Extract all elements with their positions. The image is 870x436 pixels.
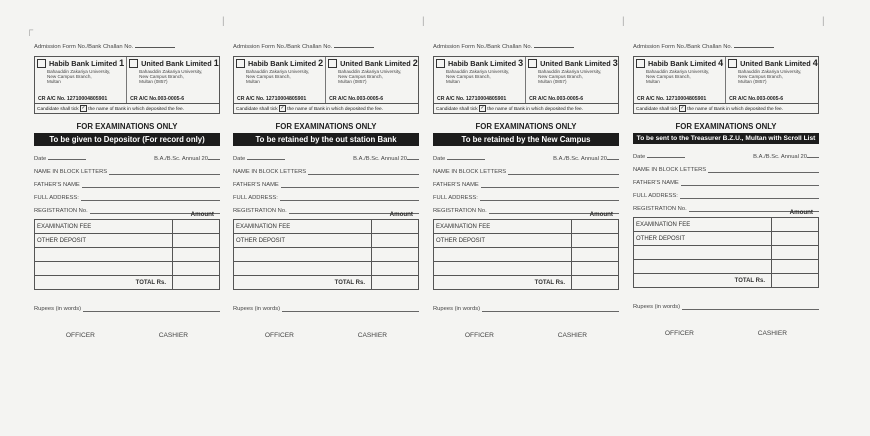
date-row — [633, 154, 819, 160]
table-row — [234, 234, 419, 248]
date-field[interactable] — [247, 159, 285, 160]
total-amount-cell[interactable] — [772, 274, 819, 288]
name-label: NAME IN BLOCK LETTERS — [433, 169, 507, 175]
habib-bank-name: Habib Bank Limited — [49, 58, 118, 68]
fee-table — [433, 219, 619, 290]
blank-cell[interactable] — [772, 260, 819, 274]
copy-number: 3 — [612, 58, 618, 68]
name-field[interactable] — [508, 169, 619, 175]
rupees-label: Rupees (in words) — [633, 304, 681, 310]
checkmark-icon: ✓ — [81, 105, 86, 111]
rupees-in-words-field[interactable] — [482, 306, 619, 312]
habib-bank-account: CR A/C No. 12710004805901 — [637, 96, 707, 102]
other-deposit-label: OTHER DEPOSIT — [234, 234, 372, 248]
registration-label: REGISTRATION No. — [433, 208, 487, 214]
table-row — [634, 274, 819, 288]
copy-number: 4 — [718, 58, 724, 68]
signature-row — [433, 332, 619, 339]
admission-form-label — [433, 44, 619, 50]
blank-cell[interactable] — [35, 248, 173, 262]
session-year-field[interactable] — [607, 159, 619, 160]
habib-bank-option[interactable] — [234, 57, 325, 103]
address-label: FULL ADDRESS: — [233, 195, 278, 201]
copy-number: 1 — [119, 58, 125, 68]
bank-selection-box — [34, 56, 220, 104]
officer-signature-label: OFFICER — [664, 330, 694, 337]
other-deposit-amount-cell[interactable] — [173, 234, 220, 248]
cashier-signature-label: CASHIER — [757, 330, 788, 337]
father-row — [633, 180, 819, 186]
tick-instruction: Candidate shall tick ✓ the name of Bank in which deposited the fee. — [233, 104, 419, 114]
table-row — [234, 262, 419, 276]
exam-fee-amount-cell[interactable] — [372, 220, 419, 234]
blank-cell[interactable] — [634, 246, 772, 260]
rupees-row — [233, 306, 419, 312]
amount-heading: Amount — [389, 211, 413, 218]
other-deposit-amount-cell[interactable] — [572, 234, 619, 248]
total-label: TOTAL Rs. — [234, 276, 372, 290]
total-label: TOTAL Rs. — [35, 276, 173, 290]
amount-heading: Amount — [190, 211, 214, 218]
address-row — [233, 195, 419, 201]
united-bank-name: United Bank Limited — [540, 58, 611, 68]
rupees-in-words-field[interactable] — [83, 306, 220, 312]
habib-bank-account: CR A/C No. 12710004805901 — [237, 96, 307, 102]
united-bank-address: Bahauddin Zakariya University, New Campus Branch, Multan (0857) — [139, 69, 203, 85]
bank-selection-box — [233, 56, 419, 104]
blank-cell[interactable] — [372, 248, 419, 262]
habib-bank-option[interactable] — [35, 57, 126, 103]
address-row — [633, 193, 819, 199]
united-bank-address: Bahauddin Zakariya University, New Campus Branch, Multan (0857) — [538, 69, 602, 85]
table-row — [234, 276, 419, 290]
address-field[interactable] — [480, 195, 619, 201]
habib-bank-account: CR A/C No. 12710004805901 — [437, 96, 507, 102]
total-label: TOTAL Rs. — [434, 276, 572, 290]
tick-instruction: Candidate shall tick ✓ the name of Bank in which deposited the fee. — [34, 104, 220, 114]
united-bank-option[interactable] — [725, 57, 820, 103]
challan-slip — [433, 44, 619, 339]
rupees-in-words-field[interactable] — [282, 306, 419, 312]
bank-selection-box — [433, 56, 619, 104]
total-label: TOTAL Rs. — [634, 274, 772, 288]
checkmark-icon: ✓ — [680, 105, 685, 111]
officer-signature-label: OFFICER — [464, 332, 494, 339]
tick-instruction: Candidate shall tick ✓ the name of Bank in which deposited the fee. — [433, 104, 619, 114]
rupees-in-words-field[interactable] — [682, 304, 819, 310]
united-bank-checkbox[interactable] — [129, 59, 138, 68]
habib-bank-name: Habib Bank Limited — [448, 58, 517, 68]
father-name-label: FATHER'S NAME — [34, 182, 80, 188]
admission-form-label — [34, 44, 220, 50]
session-year-field[interactable] — [807, 157, 819, 158]
table-row — [634, 232, 819, 246]
father-row — [433, 182, 619, 188]
copy-number: 4 — [812, 58, 818, 68]
blank-cell[interactable] — [372, 262, 419, 276]
blank-cell[interactable] — [572, 262, 619, 276]
name-field[interactable] — [308, 169, 419, 175]
challan-slip — [34, 44, 220, 339]
address-field[interactable] — [280, 195, 419, 201]
fee-table — [233, 219, 419, 290]
blank-cell[interactable] — [434, 262, 572, 276]
date-field[interactable] — [48, 159, 86, 160]
checkmark-icon: ✓ — [280, 105, 285, 111]
blank-cell[interactable] — [772, 246, 819, 260]
exam-fee-label: EXAMINATION FEE — [434, 220, 572, 234]
united-bank-checkbox[interactable] — [528, 59, 537, 68]
rupees-row — [433, 306, 619, 312]
date-row — [233, 156, 419, 162]
registration-label: REGISTRATION No. — [34, 208, 88, 214]
united-bank-account: CR A/C No.003-0005-6 — [329, 96, 384, 102]
fee-table — [633, 217, 819, 288]
name-field[interactable] — [109, 169, 220, 175]
habib-bank-checkbox[interactable] — [236, 59, 245, 68]
united-bank-address: Bahauddin Zakariya University, New Campus Branch, Multan (0857) — [338, 69, 402, 85]
table-row — [634, 218, 819, 232]
blank-cell[interactable] — [234, 262, 372, 276]
exam-fee-amount-cell[interactable] — [772, 218, 819, 232]
checkmark-icon: ✓ — [480, 105, 485, 111]
copy-purpose-band: To be retained by the New Campus — [433, 133, 619, 146]
name-row — [433, 169, 619, 175]
united-bank-account: CR A/C No.003-0005-6 — [529, 96, 584, 102]
date-label: Date — [233, 156, 246, 162]
address-label: FULL ADDRESS: — [34, 195, 79, 201]
amount-heading: Amount — [589, 211, 613, 218]
for-examinations-heading: FOR EXAMINATIONS ONLY — [76, 122, 178, 131]
other-deposit-label: OTHER DEPOSIT — [434, 234, 572, 248]
father-name-label: FATHER'S NAME — [633, 180, 679, 186]
united-bank-address: Bahauddin Zakariya University, New Campus Branch, Multan (0857) — [738, 69, 802, 85]
registration-label: REGISTRATION No. — [233, 208, 287, 214]
habib-bank-checkbox[interactable] — [37, 59, 46, 68]
table-row — [634, 246, 819, 260]
cashier-signature-label: CASHIER — [557, 332, 588, 339]
table-row — [35, 276, 220, 290]
habib-bank-name: Habib Bank Limited — [648, 58, 717, 68]
address-row — [34, 195, 220, 201]
exam-fee-label: EXAMINATION FEE — [234, 220, 372, 234]
table-row — [634, 260, 819, 274]
session-label: B.A./B.Sc. Annual 20 — [154, 156, 208, 162]
father-name-label: FATHER'S NAME — [433, 182, 479, 188]
rupees-label: Rupees (in words) — [433, 306, 481, 312]
copy-number: 2 — [412, 58, 418, 68]
date-label: Date — [34, 156, 47, 162]
session-year-field[interactable] — [407, 159, 419, 160]
total-amount-cell[interactable] — [173, 276, 220, 290]
copy-purpose-band: To be retained by the out station Bank — [233, 133, 419, 146]
habib-bank-address: Bahauddin Zakariya University, New Campus Branch, Multan — [446, 69, 510, 85]
cashier-signature-label: CASHIER — [158, 332, 189, 339]
blank-cell[interactable] — [572, 248, 619, 262]
table-row — [434, 262, 619, 276]
session-label: B.A./B.Sc. Annual 20 — [353, 156, 407, 162]
blank-cell[interactable] — [35, 262, 173, 276]
name-field[interactable] — [708, 167, 819, 173]
father-row — [34, 182, 220, 188]
habib-bank-checkbox[interactable] — [636, 59, 645, 68]
father-name-label: FATHER'S NAME — [233, 182, 279, 188]
blank-cell[interactable] — [173, 248, 220, 262]
session-year-field[interactable] — [208, 159, 220, 160]
admission-form-label — [233, 44, 419, 50]
copy-purpose-band: To be sent to the Treasurer B.Z.U., Multan with Scroll List — [633, 133, 819, 144]
name-label: NAME IN BLOCK LETTERS — [34, 169, 108, 175]
united-bank-name: United Bank Limited — [141, 58, 212, 68]
united-bank-checkbox[interactable] — [328, 59, 337, 68]
admission-text: Admission Form No./Bank Challan No. — [233, 44, 333, 50]
table-row — [234, 248, 419, 262]
table-row — [434, 220, 619, 234]
address-field[interactable] — [680, 193, 819, 199]
crop-mark: | — [822, 16, 825, 27]
exam-fee-amount-cell[interactable] — [173, 220, 220, 234]
copy-number: 2 — [318, 58, 324, 68]
bank-selection-box — [633, 56, 819, 104]
united-bank-account: CR A/C No.003-0005-6 — [729, 96, 784, 102]
date-label: Date — [633, 154, 646, 160]
habib-bank-account: CR A/C No. 12710004805901 — [38, 96, 108, 102]
blank-cell[interactable] — [434, 248, 572, 262]
name-row — [233, 169, 419, 175]
address-row — [433, 195, 619, 201]
rupees-label: Rupees (in words) — [233, 306, 281, 312]
crop-mark: | — [222, 16, 225, 27]
signature-row — [233, 332, 419, 339]
table-row — [434, 248, 619, 262]
challan-slip — [233, 44, 419, 339]
signature-row — [633, 330, 819, 337]
total-amount-cell[interactable] — [372, 276, 419, 290]
blank-cell[interactable] — [234, 248, 372, 262]
other-deposit-amount-cell[interactable] — [772, 232, 819, 246]
cashier-signature-label: CASHIER — [357, 332, 388, 339]
table-row — [434, 234, 619, 248]
admission-text: Admission Form No./Bank Challan No. — [633, 44, 733, 50]
address-label: FULL ADDRESS: — [633, 193, 678, 199]
united-bank-option[interactable] — [325, 57, 420, 103]
name-label: NAME IN BLOCK LETTERS — [633, 167, 707, 173]
admission-text: Admission Form No./Bank Challan No. — [34, 44, 134, 50]
habib-bank-checkbox[interactable] — [436, 59, 445, 68]
tick-instruction: Candidate shall tick ✓ the name of Bank in which deposited the fee. — [633, 104, 819, 114]
registration-label: REGISTRATION No. — [633, 206, 687, 212]
copy-number: 1 — [213, 58, 219, 68]
habib-bank-address: Bahauddin Zakariya University, New Campus Branch, Multan — [646, 69, 710, 85]
date-field[interactable] — [447, 159, 485, 160]
date-label: Date — [433, 156, 446, 162]
table-row — [35, 234, 220, 248]
name-row — [633, 167, 819, 173]
total-amount-cell[interactable] — [572, 276, 619, 290]
table-row — [35, 262, 220, 276]
amount-heading: Amount — [789, 209, 813, 216]
father-row — [233, 182, 419, 188]
table-row — [35, 220, 220, 234]
table-row — [35, 248, 220, 262]
admission-text: Admission Form No./Bank Challan No. — [433, 44, 533, 50]
copy-purpose-band: To be given to Depositor (For record only) — [34, 133, 220, 146]
name-row — [34, 169, 220, 175]
signature-row — [34, 332, 220, 339]
father-name-field[interactable] — [681, 180, 819, 186]
date-field[interactable] — [647, 157, 685, 158]
exam-fee-amount-cell[interactable] — [572, 220, 619, 234]
table-row — [234, 220, 419, 234]
rupees-row — [34, 306, 220, 312]
date-row — [34, 156, 220, 162]
crop-mark: ┌ — [26, 25, 34, 36]
address-field[interactable] — [81, 195, 220, 201]
session-label: B.A./B.Sc. Annual 20 — [753, 154, 807, 160]
exam-fee-label: EXAMINATION FEE — [634, 218, 772, 232]
blank-cell[interactable] — [173, 262, 220, 276]
officer-signature-label: OFFICER — [264, 332, 294, 339]
crop-mark: | — [622, 16, 625, 27]
united-bank-option[interactable] — [525, 57, 620, 103]
name-label: NAME IN BLOCK LETTERS — [233, 169, 307, 175]
for-examinations-heading: FOR EXAMINATIONS ONLY — [675, 122, 777, 131]
date-row — [433, 156, 619, 162]
table-row — [434, 276, 619, 290]
united-bank-checkbox[interactable] — [728, 59, 737, 68]
united-bank-option[interactable] — [126, 57, 221, 103]
crop-mark: | — [422, 16, 425, 27]
fee-table — [34, 219, 220, 290]
for-examinations-heading: FOR EXAMINATIONS ONLY — [475, 122, 577, 131]
challan-slip — [633, 44, 819, 337]
officer-signature-label: OFFICER — [65, 332, 95, 339]
united-bank-account: CR A/C No.003-0005-6 — [130, 96, 185, 102]
habib-bank-name: Habib Bank Limited — [248, 58, 317, 68]
father-name-field[interactable] — [82, 182, 220, 188]
habib-bank-address: Bahauddin Zakariya University, New Campus Branch, Multan — [47, 69, 111, 85]
united-bank-name: United Bank Limited — [340, 58, 411, 68]
father-name-field[interactable] — [481, 182, 619, 188]
admission-form-label — [633, 44, 819, 50]
other-deposit-amount-cell[interactable] — [372, 234, 419, 248]
habib-bank-option[interactable] — [434, 57, 525, 103]
exam-fee-label: EXAMINATION FEE — [35, 220, 173, 234]
other-deposit-label: OTHER DEPOSIT — [35, 234, 173, 248]
other-deposit-label: OTHER DEPOSIT — [634, 232, 772, 246]
for-examinations-heading: FOR EXAMINATIONS ONLY — [275, 122, 377, 131]
rupees-label: Rupees (in words) — [34, 306, 82, 312]
address-label: FULL ADDRESS: — [433, 195, 478, 201]
united-bank-name: United Bank Limited — [740, 58, 811, 68]
blank-cell[interactable] — [634, 260, 772, 274]
rupees-row — [633, 304, 819, 310]
habib-bank-address: Bahauddin Zakariya University, New Campus Branch, Multan — [246, 69, 310, 85]
copy-number: 3 — [518, 58, 524, 68]
session-label: B.A./B.Sc. Annual 20 — [553, 156, 607, 162]
father-name-field[interactable] — [281, 182, 419, 188]
habib-bank-option[interactable] — [634, 57, 725, 103]
